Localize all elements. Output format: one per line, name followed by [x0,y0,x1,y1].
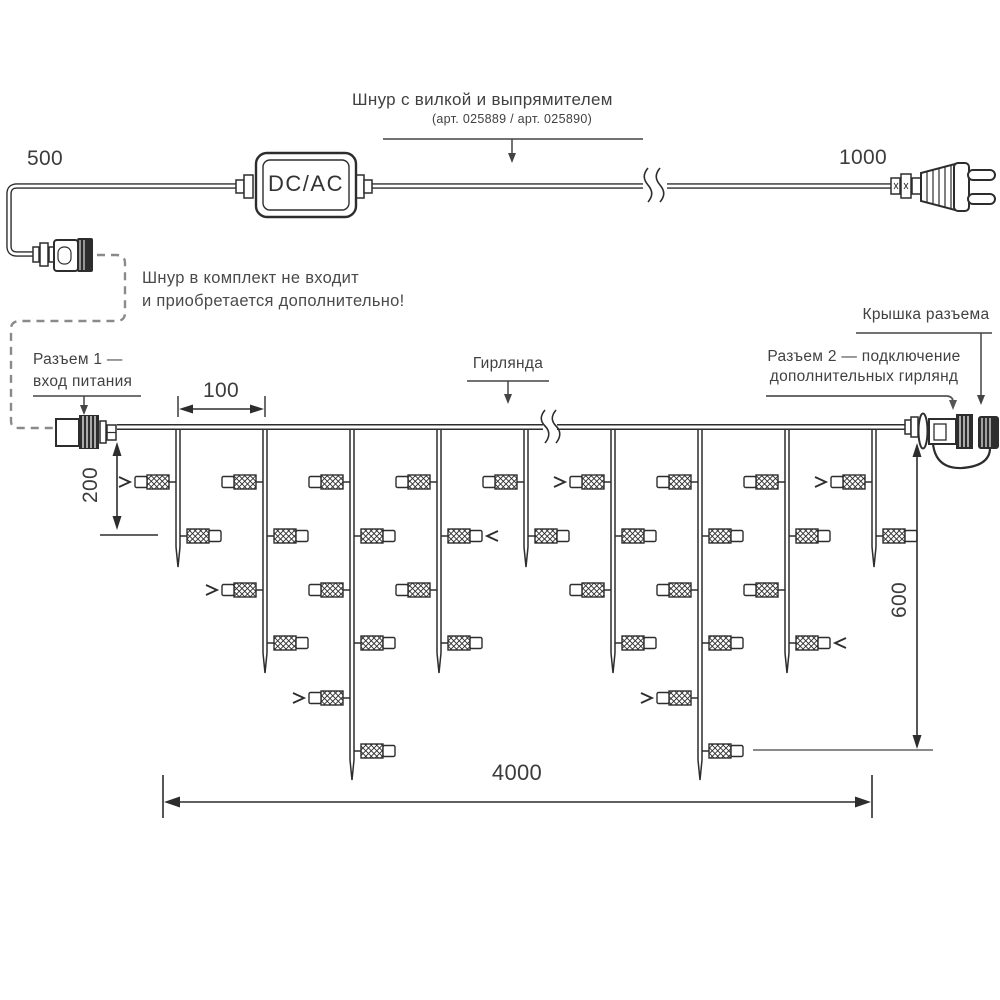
drop-tip [611,653,615,673]
led-bulb-icon [267,529,308,543]
connector2-label-leader [766,396,957,410]
garland-label-leader [467,381,549,404]
led-bulb-icon [206,583,263,597]
led-bulb-icon [815,475,872,489]
title-leader [383,139,643,163]
led-bulb-icon [554,475,611,489]
led-bulb-icon [396,475,437,489]
flash-arrow-icon [206,585,217,595]
garland-label: Гирлянда [472,355,544,372]
led-bulb-icon [615,636,656,650]
flash-arrow-icon [487,531,498,541]
dim-1000-label: 1000 [839,146,887,169]
connector-1 [56,415,116,449]
cap-label: Крышка разъема [862,306,990,323]
garland-wire [117,410,917,780]
led-bulb-icon [702,744,743,758]
cord-route-dashed [11,255,125,435]
led-bulb-icon [441,636,482,650]
flash-arrow-icon [641,693,652,703]
note-line2: и приобретается дополнительно! [142,292,405,310]
drop-tip [785,653,789,673]
led-bulb-icon [528,529,569,543]
cord-title: Шнур с вилкой и выпрямителем [352,90,613,109]
led-bulb-icon [876,529,917,543]
led-bulb-icon [354,636,395,650]
led-bulb-icon [309,475,350,489]
led-bulb-icon [657,583,698,597]
connector1-label-line2: вход питания [33,373,133,390]
connector-2 [905,414,999,469]
dim-4000-label: 4000 [491,760,543,785]
connector1-label-leader [33,396,141,415]
led-bulb-icon [702,529,743,543]
garland-drop-8 [744,424,846,673]
cable-break-icon [541,410,560,443]
flash-arrow-icon [119,477,130,487]
drop-tip [176,547,180,567]
drop-tip [698,760,702,780]
drop-tip [524,547,528,567]
led-bulb-icon [789,529,830,543]
garland-drop-2 [206,424,308,673]
converter-label: DC/AC [268,171,344,197]
connector2-label-line2: дополнительных гирлянд [769,368,959,385]
drop-tip [350,760,354,780]
led-bulb-icon [119,475,176,489]
led-bulb-icon [744,475,785,489]
plug-icon [891,163,995,211]
garland-drop-5 [483,424,569,567]
power-cord-cable [9,186,894,254]
led-bulb-icon [615,529,656,543]
led-bulb-icon [309,583,350,597]
dim-200-label: 200 [79,467,102,503]
led-bulb-icon [293,691,350,705]
cord-connector [33,238,93,272]
led-bulb-icon [641,691,698,705]
garland-drop-3 [293,424,395,780]
connector-cap [978,416,999,449]
garland-drop-7 [641,424,743,780]
led-bulb-icon [354,744,395,758]
drop-tip [263,653,267,673]
dim-600-label: 600 [888,582,911,618]
garland-drop-9 [815,424,917,567]
flash-arrow-icon [293,693,304,703]
garland-drop-4 [396,424,498,673]
connector2-label-line1: Разъем 2 — подключение [767,348,961,365]
led-bulb-icon [570,583,611,597]
flash-arrow-icon [554,477,565,487]
led-bulb-icon [744,583,785,597]
dim-500-label: 500 [27,147,63,170]
dim-100-label: 100 [203,379,239,402]
flash-arrow-icon [815,477,826,487]
cord-subtitle: (арт. 025889 / арт. 025890) [431,112,593,126]
led-bulb-icon [483,475,524,489]
drops-layer [119,424,917,780]
cable-break-icon [644,168,664,202]
led-bulb-icon [354,529,395,543]
connector1-label-line1: Разъем 1 — [33,351,123,368]
led-bulb-icon [267,636,308,650]
led-bulb-icon [657,475,698,489]
led-bulb-icon [222,475,263,489]
note-line1: Шнур в комплект не входит [142,269,360,287]
garland-drop-6 [554,424,656,673]
led-bulb-icon [396,583,437,597]
flash-arrow-icon [835,638,846,648]
garland-drop-1 [119,424,221,567]
drop-tip [872,547,876,567]
led-bulb-icon [789,636,846,650]
drop-tip [437,653,441,673]
led-bulb-icon [441,529,498,543]
led-bulb-icon [180,529,221,543]
led-bulb-icon [702,636,743,650]
